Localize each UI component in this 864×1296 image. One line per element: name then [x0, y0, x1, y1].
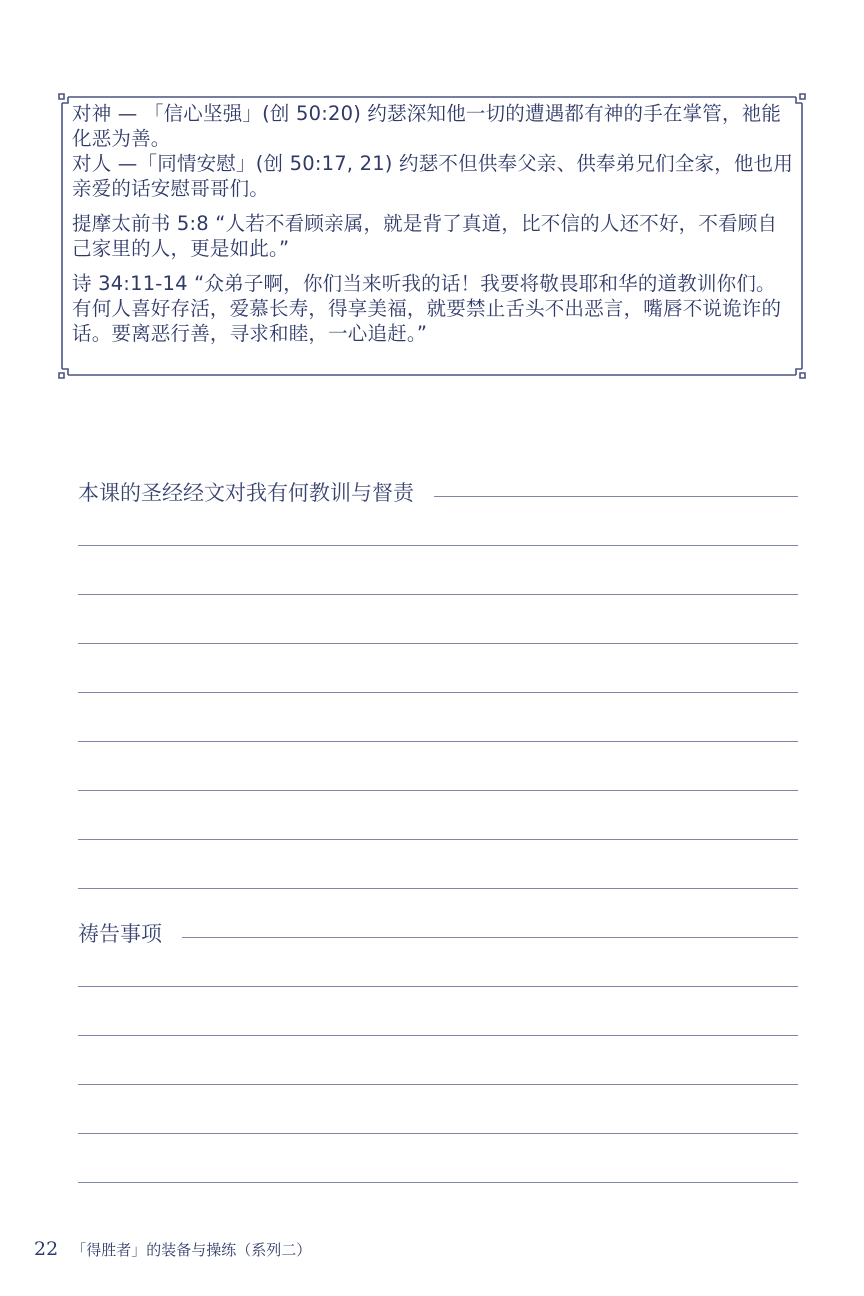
- scripture-text: [72, 101, 794, 346]
- writing-line: [78, 545, 798, 546]
- writing-line: [78, 986, 798, 987]
- line-to-god: 对神 — 「信心坚强」(创 50:20) 约瑟深知他一切的遭遇都有神的手在掌管，祂能化恶为善。: [72, 102, 782, 150]
- page-number: 22: [34, 1238, 59, 1260]
- writing-line: [78, 1182, 798, 1183]
- book-title: 「得胜者」的装备与操练（系列二）: [71, 1240, 312, 1259]
- prayer-heading: 祷告事项: [78, 921, 182, 947]
- writing-line: [78, 1035, 798, 1036]
- lesson-heading: 本课的圣经经文对我有何教训与督责: [78, 480, 434, 506]
- page-footer: [34, 1238, 311, 1260]
- writing-line: [78, 643, 798, 644]
- writing-line: [78, 1133, 798, 1134]
- writing-line: [78, 888, 798, 889]
- writing-line: [78, 692, 798, 693]
- verse-1-timothy: 提摩太前书 5:8 “人若不看顾亲属，就是背了真道，比不信的人还不好，不看顾自己家里的人，更是如此。”: [72, 212, 778, 260]
- scripture-box: [58, 93, 806, 379]
- writing-line: [78, 937, 798, 938]
- writing-line: [78, 1084, 798, 1085]
- writing-line: [78, 741, 798, 742]
- line-to-people: 对人 —「同情安慰」(创 50:17, 21) 约瑟不但供奉父亲、供奉弟兄们全家，他也用亲爱的话安慰哥哥们。: [72, 152, 794, 200]
- verse-psalm: 诗 34:11-14 “众弟子啊，你们当来听我的话！我要将敬畏耶和华的道教训你们。有何人喜好存活，爱慕长寿，得享美福，就要禁止舌头不出恶言，嘴唇不说诡诈的话。要离恶行善，寻求和睦，一心追赶。”: [72, 272, 782, 345]
- writing-line: [78, 594, 798, 595]
- writing-line: [78, 790, 798, 791]
- writing-line: [78, 839, 798, 840]
